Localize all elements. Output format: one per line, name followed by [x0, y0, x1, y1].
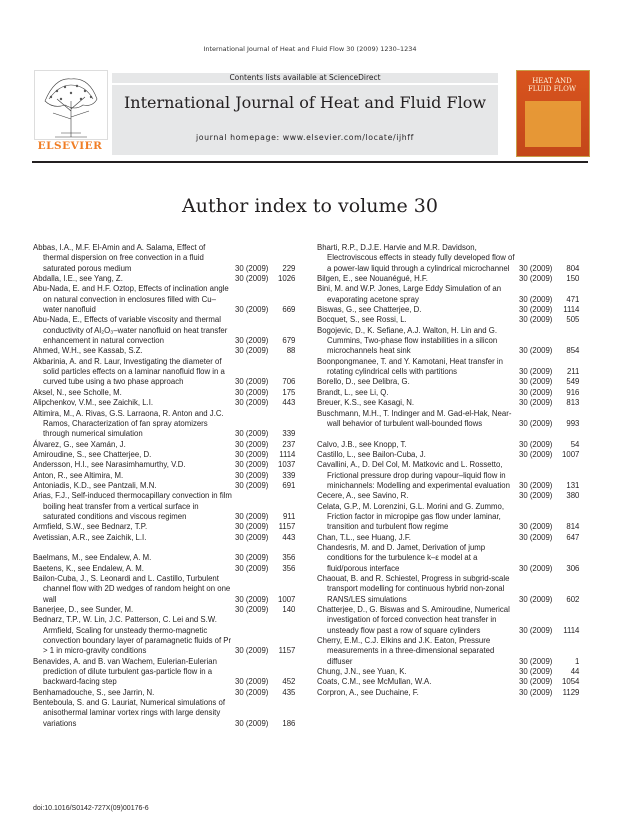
- entry-reference: [235, 605, 303, 615]
- entry-reference: [519, 295, 587, 305]
- entry-volume-year: 30 (2009): [519, 418, 553, 428]
- entry-volume-year: 30 (2009): [519, 677, 553, 687]
- entry-volume-year: 30 (2009): [519, 522, 553, 532]
- entry-text: Benteboula, S. and G. Lauriat, Numerical simulations of anisothermal laminar vortex rings with large density variations: [33, 698, 225, 728]
- index-entry: [33, 657, 303, 688]
- entry-reference: [235, 274, 303, 284]
- entry-page: 237: [282, 439, 296, 449]
- entry-reference: [235, 512, 303, 522]
- entry-volume-year: 30 (2009): [519, 305, 553, 315]
- entry-page: 211: [566, 367, 580, 377]
- entry-volume-year: 30 (2009): [235, 398, 269, 408]
- journal-title: International Journal of Heat and Fluid Flow: [123, 93, 487, 112]
- page-title: Author index to volume 30: [182, 195, 438, 217]
- entry-reference: [235, 450, 303, 460]
- running-head: International Journal of Heat and Fluid Flow 30 (2009) 1230–1234: [203, 45, 417, 53]
- entry-text: Biswas, G., see Chatterjee, D.: [317, 305, 422, 315]
- entry-text: Abu-Nada, E. and H.F. Oztop, Effects of inclination angle on natural convection in enclosures filled with Cu–water nanofluid: [33, 284, 229, 315]
- entry-page: 814: [566, 522, 580, 532]
- entry-reference: [519, 677, 587, 687]
- index-entry: [317, 398, 587, 408]
- entry-volume-year: 30 (2009): [235, 346, 269, 356]
- entry-page: 443: [282, 398, 296, 408]
- cover-title: HEAT AND FLUID FLOW: [527, 77, 577, 93]
- entry-text: Armfield, S.W., see Bednarz, T.P.: [33, 522, 148, 532]
- entry-page: 669: [282, 305, 296, 315]
- index-entry: [317, 440, 587, 450]
- entry-volume-year: 30 (2009): [519, 656, 553, 666]
- journal-homepage-link[interactable]: journal homepage: www.elsevier.com/locate/ijhff: [196, 133, 414, 142]
- entry-page: 1007: [278, 594, 296, 604]
- entry-reference: [235, 553, 303, 563]
- entry-reference: [235, 346, 303, 356]
- entry-reference: [235, 564, 303, 574]
- index-entry: [317, 326, 587, 357]
- entry-text: Banerjee, D., see Sunder, M.: [33, 605, 134, 615]
- index-entry: [33, 481, 303, 491]
- letter-group-spacer: [317, 429, 587, 439]
- cover-artwork: [525, 101, 581, 147]
- entry-page: 131: [566, 480, 580, 490]
- entry-reference: [519, 657, 587, 667]
- entry-page: 1026: [278, 274, 296, 284]
- entry-text: Cecere, A., see Savino, R.: [317, 491, 409, 501]
- entry-volume-year: 30 (2009): [235, 470, 269, 480]
- entry-page: 804: [566, 263, 580, 273]
- entry-page: 306: [566, 563, 580, 573]
- author-index-right-column: [317, 243, 587, 698]
- entry-page: 911: [282, 511, 296, 521]
- index-entry: [33, 243, 303, 274]
- entry-reference: [519, 264, 587, 274]
- entry-page: 140: [282, 605, 296, 615]
- entry-reference: [519, 533, 587, 543]
- index-entry: [317, 450, 587, 460]
- entry-reference: [519, 626, 587, 636]
- entry-reference: [235, 429, 303, 439]
- entry-page: 452: [282, 677, 296, 687]
- entry-volume-year: 30 (2009): [235, 522, 269, 532]
- index-entry: [33, 440, 303, 450]
- index-entry: [33, 409, 303, 440]
- entry-volume-year: 30 (2009): [235, 718, 269, 728]
- entry-reference: [235, 481, 303, 491]
- index-entry: [33, 698, 303, 729]
- entry-text: Bailon-Cuba, J., S. Leonardi and L. Castillo, Turbulent channel flow with 2D wedges of random height on one wall: [33, 574, 231, 604]
- entry-text: Coats, C.M., see McMullan, W.A.: [317, 677, 432, 687]
- index-entry: [33, 357, 303, 388]
- entry-page: 505: [566, 315, 580, 325]
- entry-volume-year: 30 (2009): [235, 532, 269, 542]
- entry-page: 691: [282, 480, 296, 490]
- entry-volume-year: 30 (2009): [235, 274, 269, 284]
- contents-available-line[interactable]: Contents lists available at ScienceDirect: [112, 73, 498, 83]
- index-entry: [317, 409, 587, 430]
- entry-reference: [519, 377, 587, 387]
- entry-page: 471: [566, 294, 580, 304]
- index-entry: [317, 605, 587, 636]
- doi-footer[interactable]: doi:10.1016/S0142-727X(09)00176-6: [33, 805, 149, 812]
- index-entry: [317, 377, 587, 387]
- index-entry: [33, 564, 303, 574]
- entry-text: Antoniadis, K.D., see Pantzali, M.N.: [33, 480, 157, 490]
- entry-text: Baelmans, M., see Endalew, A. M.: [33, 553, 152, 563]
- entry-text: Brandt, L., see Li, Q.: [317, 387, 389, 397]
- entry-page: 229: [282, 263, 296, 273]
- index-entry: [317, 243, 587, 274]
- entry-reference: [235, 688, 303, 698]
- entry-volume-year: 30 (2009): [235, 563, 269, 573]
- entry-text: Arias, F.J., Self-induced thermocapillary convection in film boiling heat transfer from a vertical surface in saturated conditions and viscous regimen: [33, 491, 232, 521]
- entry-page: 435: [282, 687, 296, 697]
- entry-text: Akbarinia, A. and R. Laur, Investigating the diameter of solid particles effects on a laminar nanofluid flow in a curved tube using a two phase approach: [33, 356, 225, 387]
- entry-volume-year: 30 (2009): [235, 511, 269, 521]
- entry-volume-year: 30 (2009): [519, 563, 553, 573]
- entry-volume-year: 30 (2009): [235, 336, 269, 346]
- entry-volume-year: 30 (2009): [519, 346, 553, 356]
- index-entry: [33, 284, 303, 315]
- entry-reference: [519, 440, 587, 450]
- index-entry: [317, 491, 587, 501]
- entry-page: 150: [566, 274, 580, 284]
- entry-page: 1: [575, 656, 580, 666]
- index-entry: [317, 315, 587, 325]
- entry-reference: [519, 419, 587, 429]
- index-entry: [317, 502, 587, 533]
- entry-reference: [235, 336, 303, 346]
- entry-reference: [519, 595, 587, 605]
- entry-volume-year: 30 (2009): [235, 480, 269, 490]
- index-entry: [317, 274, 587, 284]
- entry-reference: [235, 440, 303, 450]
- index-entry: [317, 677, 587, 687]
- index-entry: [317, 357, 587, 378]
- entry-volume-year: 30 (2009): [519, 439, 553, 449]
- entry-page: 1157: [278, 522, 296, 532]
- header-divider: [32, 161, 588, 163]
- entry-text: Chatterjee, D., G. Biswas and S. Amiroudine, Numerical investigation of forced convection heat transfer in unsteady flow past a row of square cylinders: [317, 605, 510, 635]
- entry-text: Castillo, L., see Bailon-Cuba, J.: [317, 449, 426, 459]
- index-entry: [33, 688, 303, 698]
- entry-reference: [519, 274, 587, 284]
- entry-page: 88: [286, 346, 296, 356]
- index-entry: [33, 346, 303, 356]
- entry-text: Celata, G.P., M. Lorenzini, G.L. Morini and G. Zummo, Friction factor in micropipe gas flow under laminar, transition and turbulent flow regime: [317, 501, 505, 532]
- entry-page: 1114: [563, 625, 580, 635]
- index-entry: [317, 533, 587, 543]
- entry-volume-year: 30 (2009): [519, 315, 553, 325]
- entry-text: Chaouat, B. and R. Schiestel, Progress in subgrid-scale transport modelling for continuous hybrid non-zonal RANS/LES simulations: [317, 574, 510, 604]
- letter-group-spacer: [33, 543, 303, 553]
- entry-reference: [519, 398, 587, 408]
- entry-page: 54: [570, 439, 580, 449]
- entry-page: 854: [566, 346, 580, 356]
- entry-volume-year: 30 (2009): [519, 667, 553, 677]
- entry-volume-year: 30 (2009): [235, 646, 269, 656]
- entry-volume-year: 30 (2009): [235, 687, 269, 697]
- entry-page: 1037: [278, 460, 296, 470]
- entry-text: Borello, D., see Delibra, G.: [317, 377, 410, 387]
- entry-reference: [235, 522, 303, 532]
- entry-reference: [235, 471, 303, 481]
- index-entry: [33, 605, 303, 615]
- journal-masthead: [32, 70, 588, 155]
- index-entry: [33, 471, 303, 481]
- entry-text: Altimira, M., A. Rivas, G.S. Larraona, R. Anton and J.C. Ramos, Characterization of fan spray atomizers through numerical simulation: [33, 408, 224, 439]
- entry-page: 647: [566, 532, 580, 542]
- entry-reference: [519, 315, 587, 325]
- entry-volume-year: 30 (2009): [235, 677, 269, 687]
- elsevier-wordmark: ELSEVIER: [37, 140, 103, 152]
- entry-text: Andersson, H.I., see Narasimhamurthy, V.D.: [33, 460, 186, 470]
- entry-reference: [519, 667, 587, 677]
- index-entry: [317, 460, 587, 491]
- entry-page: 993: [566, 418, 580, 428]
- entry-volume-year: 30 (2009): [235, 553, 269, 563]
- entry-page: 1114: [563, 305, 580, 315]
- entry-volume-year: 30 (2009): [235, 305, 269, 315]
- entry-page: 549: [566, 377, 580, 387]
- entry-text: Benavides, A. and B. van Wachem, Eulerian-Eulerian prediction of dilute turbulent gas-particle flow in a backward-facing step: [33, 656, 217, 687]
- entry-text: Chung, J.N., see Yuan, K.: [317, 667, 407, 677]
- entry-reference: [519, 450, 587, 460]
- entry-reference: [519, 388, 587, 398]
- entry-volume-year: 30 (2009): [519, 594, 553, 604]
- entry-text: Abdalla, I.E., see Yang, Z.: [33, 274, 123, 284]
- entry-page: 1007: [562, 449, 580, 459]
- entry-volume-year: 30 (2009): [235, 449, 269, 459]
- entry-page: 380: [566, 491, 580, 501]
- index-entry: [33, 615, 303, 656]
- entry-reference: [235, 719, 303, 729]
- entry-text: Corpron, A., see Duchaine, F.: [317, 687, 419, 697]
- index-entry: [33, 398, 303, 408]
- entry-text: Benhamadouche, S., see Jarrin, N.: [33, 687, 155, 697]
- entry-page: 175: [282, 387, 296, 397]
- entry-volume-year: 30 (2009): [519, 625, 553, 635]
- index-entry: [317, 688, 587, 698]
- entry-volume-year: 30 (2009): [519, 398, 553, 408]
- entry-page: 1054: [562, 677, 580, 687]
- entry-text: Anton, R., see Altimira, M.: [33, 470, 124, 480]
- index-entry: [317, 388, 587, 398]
- elsevier-tree-icon: [34, 70, 108, 140]
- entry-reference: [235, 460, 303, 470]
- entry-text: Abbas, I.A., M.F. El-Amin and A. Salama, Effect of thermal dispersion on free convection in a fluid saturated porous medium: [33, 243, 206, 273]
- entry-volume-year: 30 (2009): [235, 377, 269, 387]
- entry-page: 813: [566, 398, 580, 408]
- entry-volume-year: 30 (2009): [519, 687, 553, 697]
- entry-page: 1157: [278, 646, 296, 656]
- entry-text: Calvo, J.B., see Knopp, T.: [317, 439, 407, 449]
- index-entry: [33, 522, 303, 532]
- entry-text: Chandesris, M. and D. Jamet, Derivation of jump conditions for the turbulence k–ε model at a fluid/porous interface: [317, 542, 486, 573]
- entry-page: 339: [282, 470, 296, 480]
- entry-volume-year: 30 (2009): [235, 594, 269, 604]
- entry-page: 602: [566, 594, 580, 604]
- entry-volume-year: 30 (2009): [235, 429, 269, 439]
- index-entry: [317, 543, 587, 574]
- entry-page: 1129: [562, 687, 580, 697]
- entry-text: Bini, M. and W.P. Jones, Large Eddy Simulation of an evaporating acetone spray: [317, 284, 502, 304]
- entry-volume-year: 30 (2009): [235, 605, 269, 615]
- entry-volume-year: 30 (2009): [235, 439, 269, 449]
- entry-volume-year: 30 (2009): [235, 387, 269, 397]
- entry-reference: [235, 305, 303, 315]
- entry-text: Chan, T.L., see Huang, J.F.: [317, 532, 411, 542]
- entry-reference: [519, 491, 587, 501]
- entry-text: Breuer, K.S., see Kasagi, N.: [317, 398, 415, 408]
- entry-volume-year: 30 (2009): [519, 263, 553, 273]
- entry-page: 1114: [279, 449, 296, 459]
- entry-text: Abu-Nada, E., Effects of variable viscosity and thermal conductivity of Al₂O₃–water nanofluid on heat transfer enhancement in natural convection: [33, 315, 228, 346]
- entry-page: 44: [570, 667, 580, 677]
- entry-reference: [519, 522, 587, 532]
- entry-reference: [519, 367, 587, 377]
- entry-text: Álvarez, G., see Xamán, J.: [33, 439, 126, 449]
- entry-volume-year: 30 (2009): [519, 532, 553, 542]
- entry-text: Avetissian, A.R., see Zaichik, L.I.: [33, 532, 147, 542]
- index-entry: [317, 667, 587, 677]
- entry-reference: [235, 646, 303, 656]
- index-entry: [33, 450, 303, 460]
- entry-text: Cherry, E.M., C.J. Elkins and J.K. Eaton, Pressure measurements in a three-dimensional separated diffuser: [317, 636, 495, 666]
- entry-text: Cavallini, A., D. Del Col, M. Matkovic and L. Rossetto, Frictional pressure drop during vapour–liquid flow in minichannels: Modelling and experimental evaluation: [317, 460, 510, 490]
- entry-text: Baetens, K., see Endalew, A. M.: [33, 563, 144, 573]
- journal-cover-thumbnail: [516, 70, 590, 157]
- entry-text: Bilgen, E., see Nouanégué, H.F.: [317, 274, 428, 284]
- index-entry: [33, 388, 303, 398]
- entry-reference: [519, 305, 587, 315]
- index-entry: [33, 574, 303, 605]
- journal-title-box: [112, 85, 498, 155]
- entry-text: Aksel, N., see Scholle, M.: [33, 387, 122, 397]
- entry-reference: [519, 688, 587, 698]
- index-entry: [317, 574, 587, 605]
- entry-text: Boonpongmanee, T. and Y. Kamotani, Heat transfer in rotating cylindrical cells with partitions: [317, 356, 503, 377]
- entry-volume-year: 30 (2009): [519, 377, 553, 387]
- entry-text: Amiroudine, S., see Chatterjee, D.: [33, 449, 152, 459]
- entry-reference: [519, 346, 587, 356]
- index-entry: [33, 491, 303, 522]
- entry-reference: [235, 533, 303, 543]
- entry-text: Bocquet, S., see Rossi, L.: [317, 315, 407, 325]
- entry-page: 186: [282, 718, 296, 728]
- entry-volume-year: 30 (2009): [519, 449, 553, 459]
- entry-page: 356: [282, 553, 296, 563]
- entry-volume-year: 30 (2009): [519, 387, 553, 397]
- author-index-left-column: [33, 243, 303, 729]
- index-entry: [33, 274, 303, 284]
- index-entry: [33, 460, 303, 470]
- entry-reference: [235, 398, 303, 408]
- entry-reference: [235, 264, 303, 274]
- entry-text: Bogojevic, D., K. Sefiane, A.J. Walton, H. Lin and G. Cummins, Two-phase flow instabilities in a silicon microchannels heat sink: [317, 325, 498, 356]
- entry-page: 339: [282, 429, 296, 439]
- entry-page: 443: [282, 532, 296, 542]
- entry-text: Bharti, R.P., D.J.E. Harvie and M.R. Davidson, Electroviscous effects in steady fully developed flow of a power-law liquid through a cylindrical microchannel: [317, 243, 515, 273]
- entry-reference: [519, 564, 587, 574]
- entry-reference: [235, 388, 303, 398]
- entry-text: Bednarz, T.P., W. Lin, J.C. Patterson, C. Lei and S.W. Armfield, Scaling for unsteady thermo-magnetic convection boundary layer of paramagnetic fluids of Pr > 1 in micro-gravity conditions: [33, 615, 232, 656]
- entry-text: Alipchenkov, V.M., see Zaichik, L.I.: [33, 398, 154, 408]
- entry-reference: [519, 481, 587, 491]
- entry-page: 356: [282, 563, 296, 573]
- index-entry: [33, 315, 303, 346]
- entry-reference: [235, 377, 303, 387]
- entry-volume-year: 30 (2009): [519, 294, 553, 304]
- entry-volume-year: 30 (2009): [519, 274, 553, 284]
- entry-text: Ahmed, W.H., see Kassab, S.Z.: [33, 346, 143, 356]
- entry-page: 706: [282, 377, 296, 387]
- entry-volume-year: 30 (2009): [235, 263, 269, 273]
- entry-page: 916: [566, 387, 580, 397]
- entry-reference: [235, 677, 303, 687]
- entry-volume-year: 30 (2009): [519, 367, 553, 377]
- entry-volume-year: 30 (2009): [519, 491, 553, 501]
- entry-page: 679: [282, 336, 296, 346]
- index-entry: [33, 553, 303, 563]
- index-entry: [317, 305, 587, 315]
- entry-volume-year: 30 (2009): [519, 480, 553, 490]
- entry-volume-year: 30 (2009): [235, 460, 269, 470]
- entry-text: Buschmann, M.H., T. Indinger and M. Gad-el-Hak, Near-wall behavior of turbulent wall-bounded flows: [317, 408, 512, 428]
- entry-reference: [235, 595, 303, 605]
- index-entry: [317, 636, 587, 667]
- index-entry: [317, 284, 587, 305]
- elsevier-logo[interactable]: [32, 70, 108, 155]
- index-entry: [33, 533, 303, 543]
